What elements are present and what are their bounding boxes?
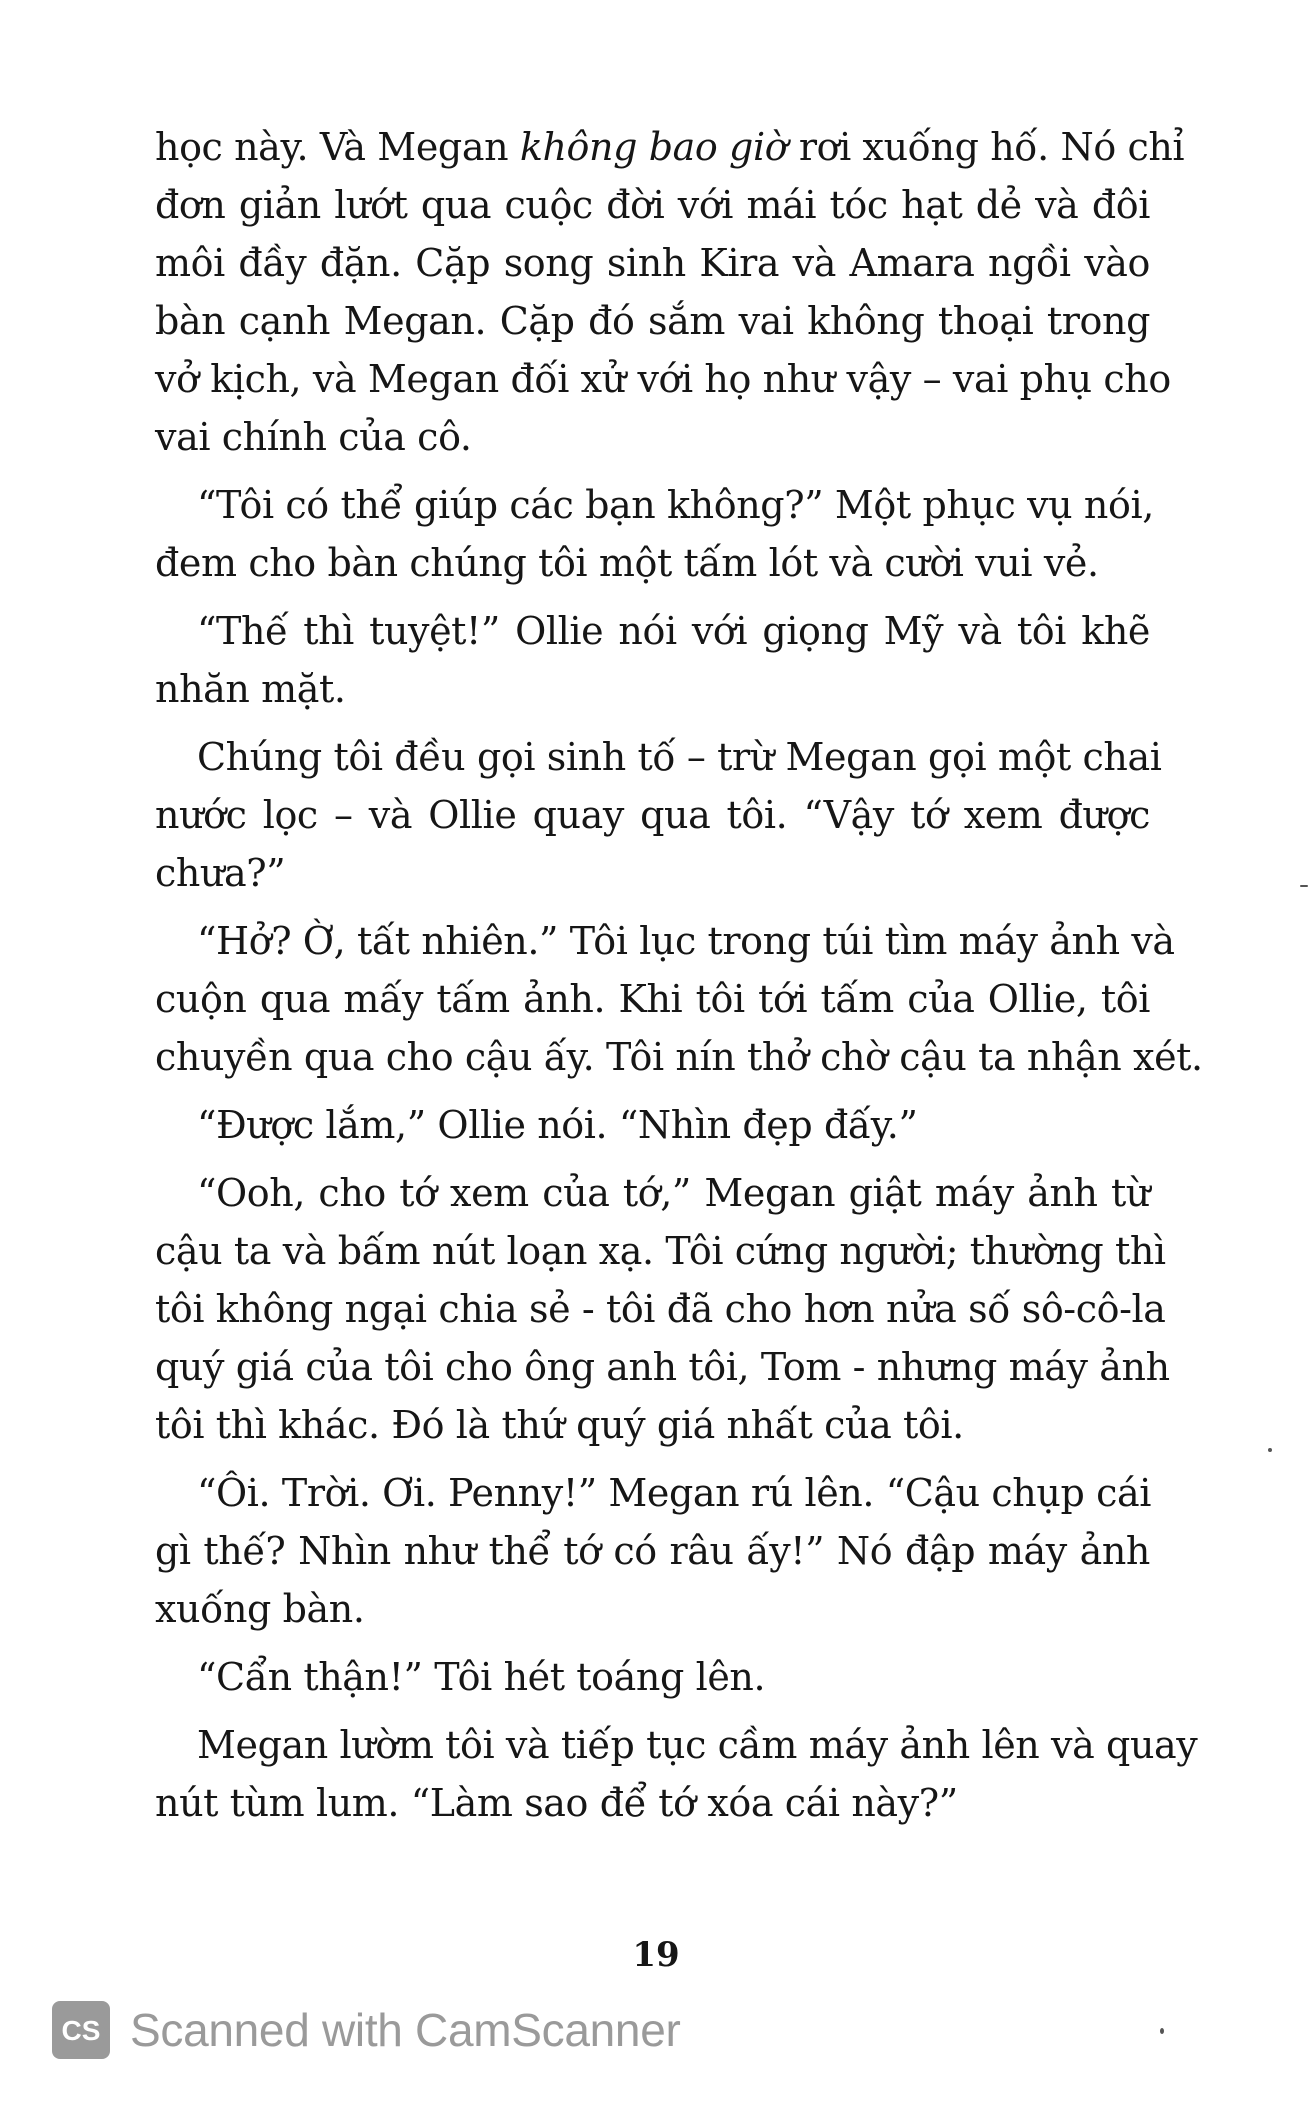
text-line-26: “Cẩn thận!” Tôi hét toáng lên. [197,1655,766,1699]
text-line-20: tôi không ngại chia sẻ - tôi đã cho hơn nửa số sô-cô-la [155,1287,1166,1331]
text-line-2: đơn giản lướt qua cuộc đời với mái tóc hạt dẻ và đôi [155,183,1150,227]
text-line-10: nhăn mặt. [155,667,346,711]
text-line-1-end: rơi xuống hố. Nó chỉ [787,125,1185,169]
text-line-9: “Thế thì tuyệt!” Ollie nói với giọng Mỹ và tôi khẽ [197,609,1150,653]
scan-speck [1300,885,1308,887]
text-line-19: cậu ta và bấm nút loạn xạ. Tôi cứng người; thường thì [155,1229,1166,1273]
watermark-text: Scanned with CamScanner [130,2004,681,2056]
camscanner-logo-text: CS [61,2015,101,2046]
text-line-25: xuống bàn. [155,1587,365,1631]
text-line-28: nút tùm lum. “Làm sao để tớ xóa cái này?” [155,1781,958,1825]
text-line-1 [155,118,1185,176]
text-line-15: cuộn qua mấy tấm ảnh. Khi tôi tới tấm của Ollie, tôi [155,977,1150,1021]
emphasis-text: không bao giờ [519,125,788,169]
text-line-21: quý giá của tôi cho ông anh tôi, Tom - nhưng máy ảnh [155,1345,1170,1389]
text-line-11: Chúng tôi đều gọi sinh tố – trừ Megan gọi một chai [197,735,1162,779]
text-line-14: “Hở? Ờ, tất nhiên.” Tôi lục trong túi tìm máy ảnh và [197,919,1175,963]
text-line-24: gì thế? Nhìn như thể tớ có râu ấy!” Nó đập máy ảnh [155,1529,1150,1573]
text-line-13: chưa?” [155,851,286,895]
page-body-text [155,118,1203,1832]
page-number: 19 [632,1935,680,1975]
text-line-18: “Ooh, cho tớ xem của tớ,” Megan giật máy ảnh từ [197,1171,1150,1215]
camscanner-logo-icon [52,2001,110,2059]
text-line-6: vai chính của cô. [155,415,472,459]
text-line-8: đem cho bàn chúng tôi một tấm lót và cười vui vẻ. [155,541,1099,585]
text-line-3: môi đầy đặn. Cặp song sinh Kira và Amara ngồi vào [155,241,1150,285]
scan-speck [1268,1448,1272,1452]
scan-speck [1160,2028,1164,2034]
text-line-1-start: học này. Và Megan [155,125,520,169]
text-line-12: nước lọc – và Ollie quay qua tôi. “Vậy tớ xem được [155,793,1150,837]
text-line-22: tôi thì khác. Đó là thứ quý giá nhất của tôi. [155,1403,964,1447]
text-line-23: “Ôi. Trời. Ơi. Penny!” Megan rú lên. “Cậu chụp cái [197,1471,1151,1515]
text-line-27: Megan lườm tôi và tiếp tục cầm máy ảnh lên và quay [197,1723,1198,1767]
text-line-4: bàn cạnh Megan. Cặp đó sắm vai không thoại trong [155,299,1150,343]
text-line-7: “Tôi có thể giúp các bạn không?” Một phục vụ nói, [197,483,1154,527]
text-line-5: vở kịch, và Megan đối xử với họ như vậy – vai phụ cho [155,357,1171,401]
text-line-16: chuyền qua cho cậu ấy. Tôi nín thở chờ cậu ta nhận xét. [155,1035,1203,1079]
camscanner-watermark [52,2000,681,2060]
text-line-17: “Được lắm,” Ollie nói. “Nhìn đẹp đấy.” [197,1103,918,1147]
